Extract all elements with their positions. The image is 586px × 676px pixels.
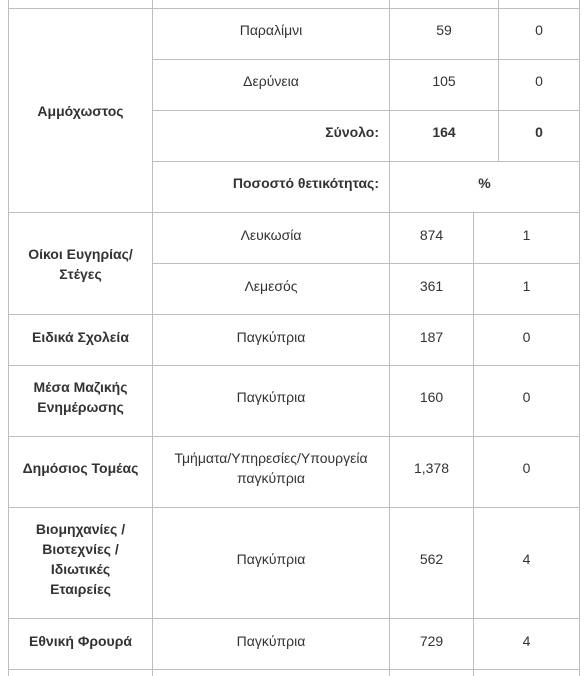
tests-cell: 874 [419,226,444,243]
total-positive: 0 [535,123,543,140]
tests-cell: 562 [419,550,444,567]
area-cell: Παγκύπρια [236,550,306,567]
tests-cell: 59 [436,21,452,38]
positive-cell: 0 [522,389,531,405]
area-cell: Παγκύπρια [236,632,306,649]
positivity-value: % [478,174,491,191]
positive-cell: 0 [522,328,531,345]
area-cell: Δερύνεια [243,72,299,89]
area-cell: Λευκωσία [240,226,302,243]
tests-cell: 105 [432,72,456,89]
tests-cell: 361 [419,277,444,294]
positive-cell: 4 [522,550,531,567]
table-border-right [579,0,580,676]
total-label: Σύνολο: [325,123,379,140]
group-name-cell: Οίκοι Ευγηρίας/ Στέγες [28,245,133,282]
tests-cell: 1,378 [413,460,450,476]
group-name-cell: Βιομηχανίες / Βιοτεχνίες / Ιδιωτικές Εταιρείες [35,520,126,597]
area-cell: Παραλίμνι [239,21,303,38]
positive-cell: 0 [535,72,543,89]
tests-cell: 187 [419,328,444,345]
group-name-cell: Μέσα Μαζικής Ενημέρωσης [33,379,128,415]
tests-cell: 160 [419,389,444,405]
total-tests: 164 [432,123,456,140]
positive-cell: 4 [522,632,531,649]
area-cell: Παγκύπρια [236,328,306,345]
positivity-label: Ποσοστό θετικότητας: [232,174,379,191]
group-name-cell: Δημόσιος Τομέας [22,460,139,476]
row-divider [8,669,580,670]
positive-cell: 1 [522,277,531,294]
area-cell: Παγκύπρια [236,389,306,405]
group-name-cell: Εθνική Φρουρά [29,632,132,649]
positive-cell: 0 [535,21,543,38]
positive-cell: 1 [522,226,531,243]
tests-cell: 729 [419,632,444,649]
group-name-cell: Αμμόχωστος [37,102,124,119]
group-name-cell: Ειδικά Σχολεία [32,328,129,345]
area-cell: Λεμεσός [244,277,298,294]
positive-cell: 0 [522,460,531,476]
area-cell: Τμήματα/Υπηρεσίες/Υπουργεία παγκύπρια [174,450,368,486]
